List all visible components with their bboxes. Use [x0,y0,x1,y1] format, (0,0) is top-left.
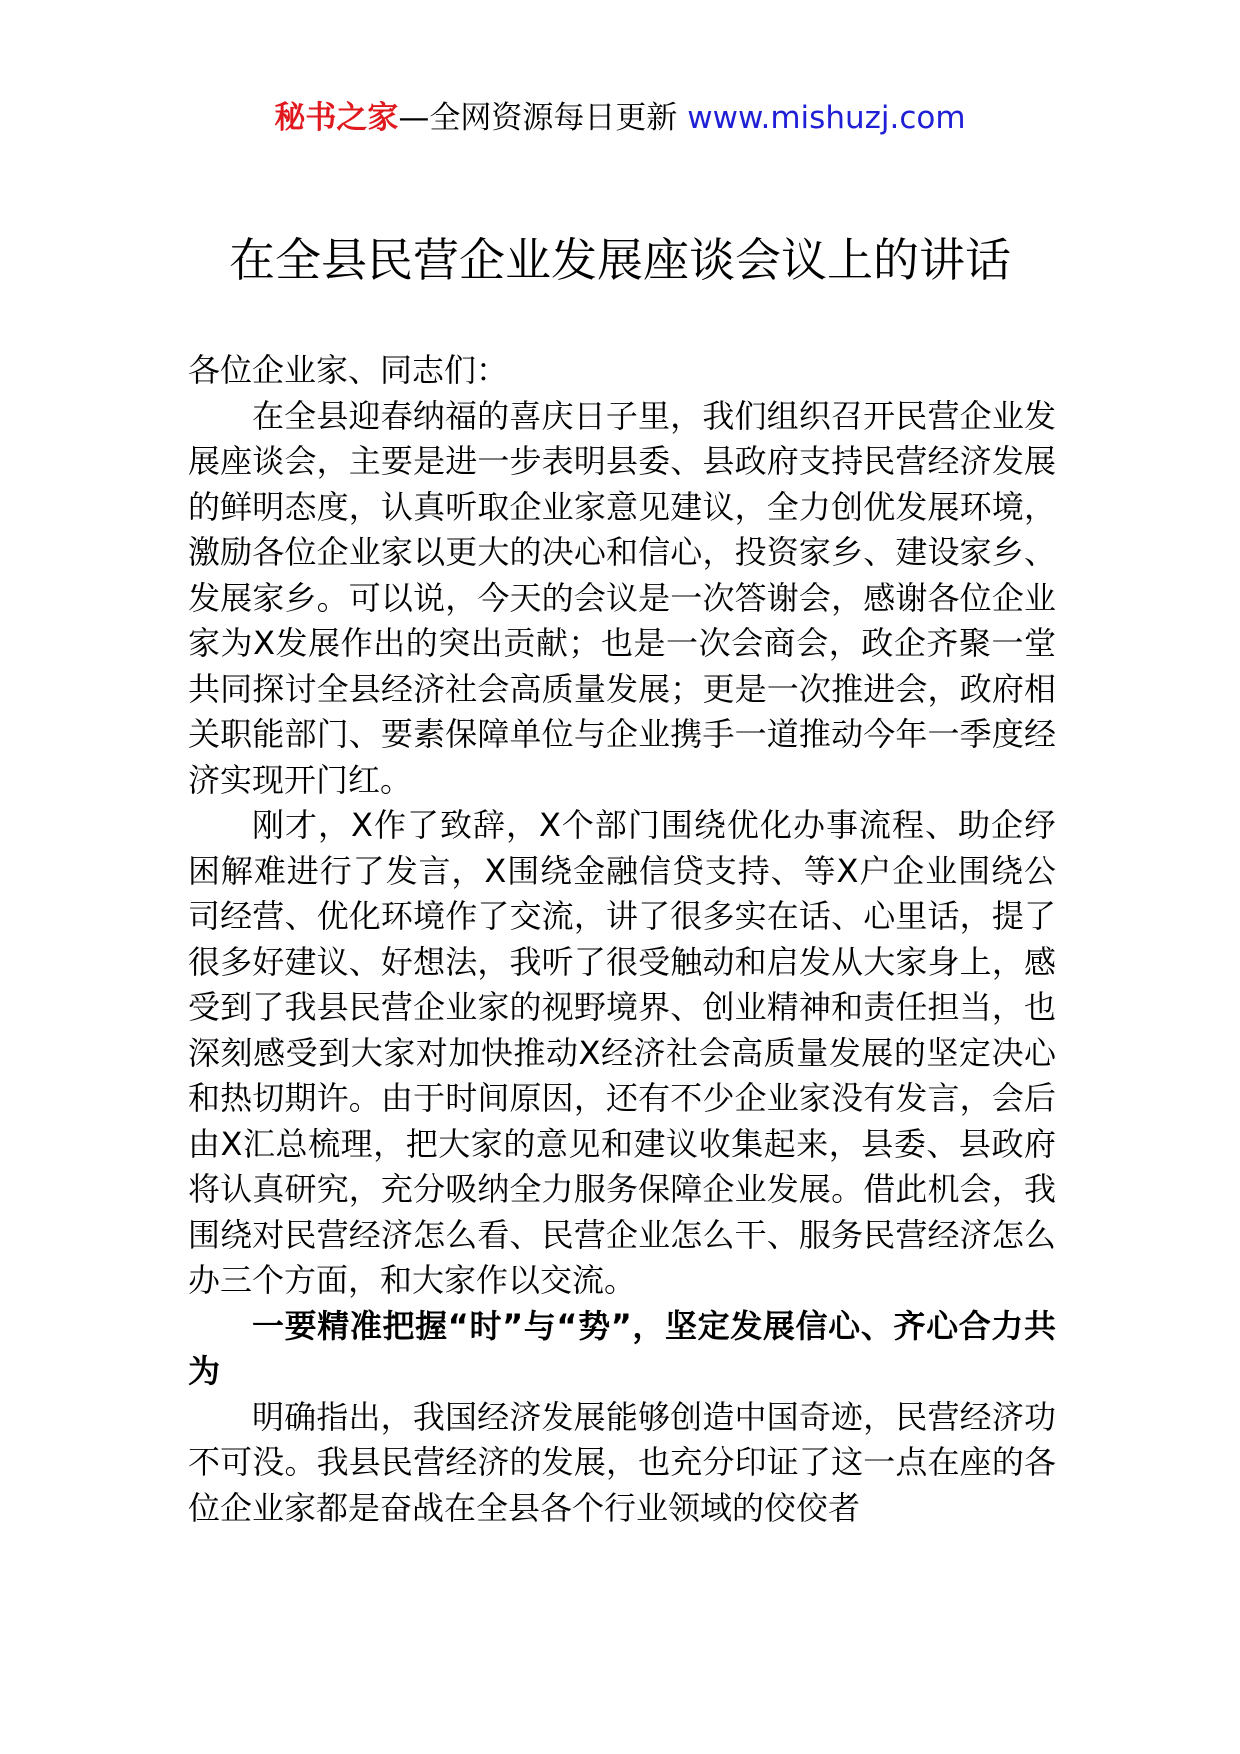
site-brand: 秘书之家 [274,100,399,136]
paragraph: 刚才，X作了致辞，X个部门围绕优化办事流程、助企纾困解难进行了发言，X围绕金融信贷支持、等X户企业围绕公司经营、优化环境作了交流，讲了很多实在话、心里话，提了很多好建议、好想法，我听了很受触动和启发从大家身上，感受到了我县民营企业家的视野境界、创业精神和责任担当，也深刻感受到大家对加快推动X经济社会高质量发展的坚定决心和热切期许。由于时间原因，还有不少企业家没有发言，会后由X汇总梳理，把大家的意见和建议收集起来，县委、县政府将认真研究，充分吸纳全力服务保障企业发展。借此机会，我围绕对民营经济怎么看、民营企业怎么干、服务民营经济怎么办三个方面，和大家作以交流。 [188,806,1056,1299]
paragraph: 在全县迎春纳福的喜庆日子里，我们组织召开民营企业发展座谈会，主要是进一步表明县委、县政府支持民营经济发展的鲜明态度，认真听取企业家意见建议，全力创优发展环境，激励各位企业家以更大的决心和信心，投资家乡、建设家乡、发展家乡。可以说，今天的会议是一次答谢会，感谢各位企业家为X发展作出的突出贡献；也是一次会商会，政企齐聚一堂共同探讨全县经济社会高质量发展；更是一次推进会，政府相关职能部门、要素保障单位与企业携手一道推动今年一季度经济实现开门红。 [188,396,1056,799]
document-body [188,348,1056,1531]
document-title: 在全县民营企业发展座谈会议上的讲话 [229,233,1011,287]
section-heading: 一要精准把握“时”与“势”，坚定发展信心、齐心合力共为 [188,1306,1056,1390]
site-header [0,98,1240,138]
site-tagline: —全网资源每日更新 [398,100,678,136]
paragraph: 明确指出，我国经济发展能够创造中国奇迹，民营经济功不可没。我县民营经济的发展，也充分印证了这一点在座的各位企业家都是奋战在全县各个行业领域的佼佼者 [188,1397,1056,1527]
salutation: 各位企业家、同志们： [188,351,509,389]
site-url-link[interactable]: www.mishuzj.com [687,100,966,136]
